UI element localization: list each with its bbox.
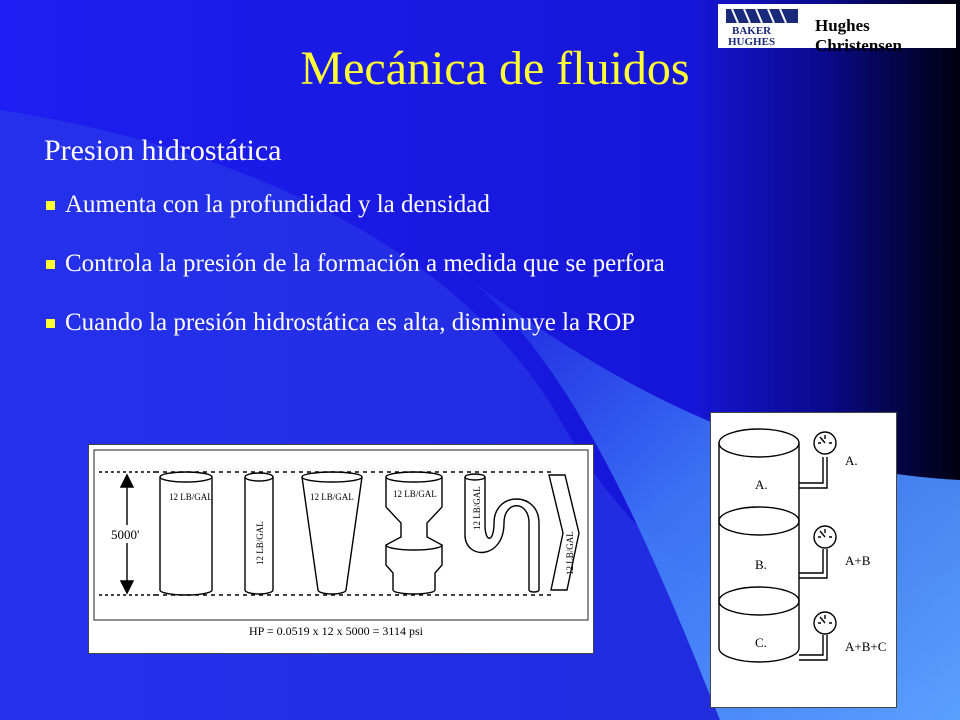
depth-label: 5000' — [111, 527, 140, 542]
bullet-item — [44, 308, 665, 338]
logo-mark-line2: HUGHES — [728, 36, 776, 46]
density-label: 12 LB/GAL — [472, 486, 482, 530]
hourglass-column — [386, 472, 442, 594]
density-label: 12 LB/GAL — [565, 531, 575, 575]
pressure-gauge-icon — [799, 432, 836, 488]
bullet-text: Controla la presión de la formación a medida que se perfora — [65, 250, 665, 277]
tank-section-label: B. — [755, 557, 767, 572]
slide-subtitle: Presion hidrostática — [44, 134, 282, 167]
bullet-text: Cuando la presión hidrostática es alta, disminuye la ROP — [65, 309, 636, 336]
density-label: 12 LB/GAL — [255, 521, 265, 565]
gauge-label: A+B — [845, 553, 871, 568]
company-name: Hughes Christensen — [815, 16, 902, 55]
tank-section-label: C. — [755, 635, 767, 650]
tank-cylinder — [719, 429, 799, 662]
square-bullet-icon — [46, 260, 55, 269]
square-bullet-icon — [46, 319, 55, 328]
bullet-item — [44, 190, 665, 220]
pressure-gauge-icon — [799, 612, 836, 660]
density-label: 12 LB/GAL — [393, 489, 437, 499]
tank-gauges-figure — [710, 412, 897, 708]
logo-mark-line1: BAKER — [732, 25, 772, 37]
density-label: 12 LB/GAL — [310, 492, 354, 502]
bullet-list — [44, 190, 665, 367]
u-tube-column — [465, 474, 539, 592]
tank-section-label: A. — [755, 477, 768, 492]
inclined-column — [549, 475, 579, 590]
density-label: 12 LB/GAL — [169, 492, 213, 502]
gauge-label: A. — [845, 453, 858, 468]
wide-cylinder-column — [160, 472, 213, 595]
pressure-gauge-icon — [799, 526, 836, 578]
cone-column — [302, 472, 362, 594]
square-bullet-icon — [46, 201, 55, 210]
bullet-item — [44, 249, 665, 279]
slide-title: Mecánica de fluidos — [300, 42, 690, 95]
fluid-columns-figure — [88, 444, 594, 654]
bullet-text: Aumenta con la profundidad y la densidad — [65, 191, 490, 218]
gauge-label: A+B+C — [845, 639, 887, 654]
hydrostatic-formula: HP = 0.0519 x 12 x 5000 = 3114 psi — [249, 624, 423, 638]
narrow-cylinder-column — [245, 473, 273, 594]
